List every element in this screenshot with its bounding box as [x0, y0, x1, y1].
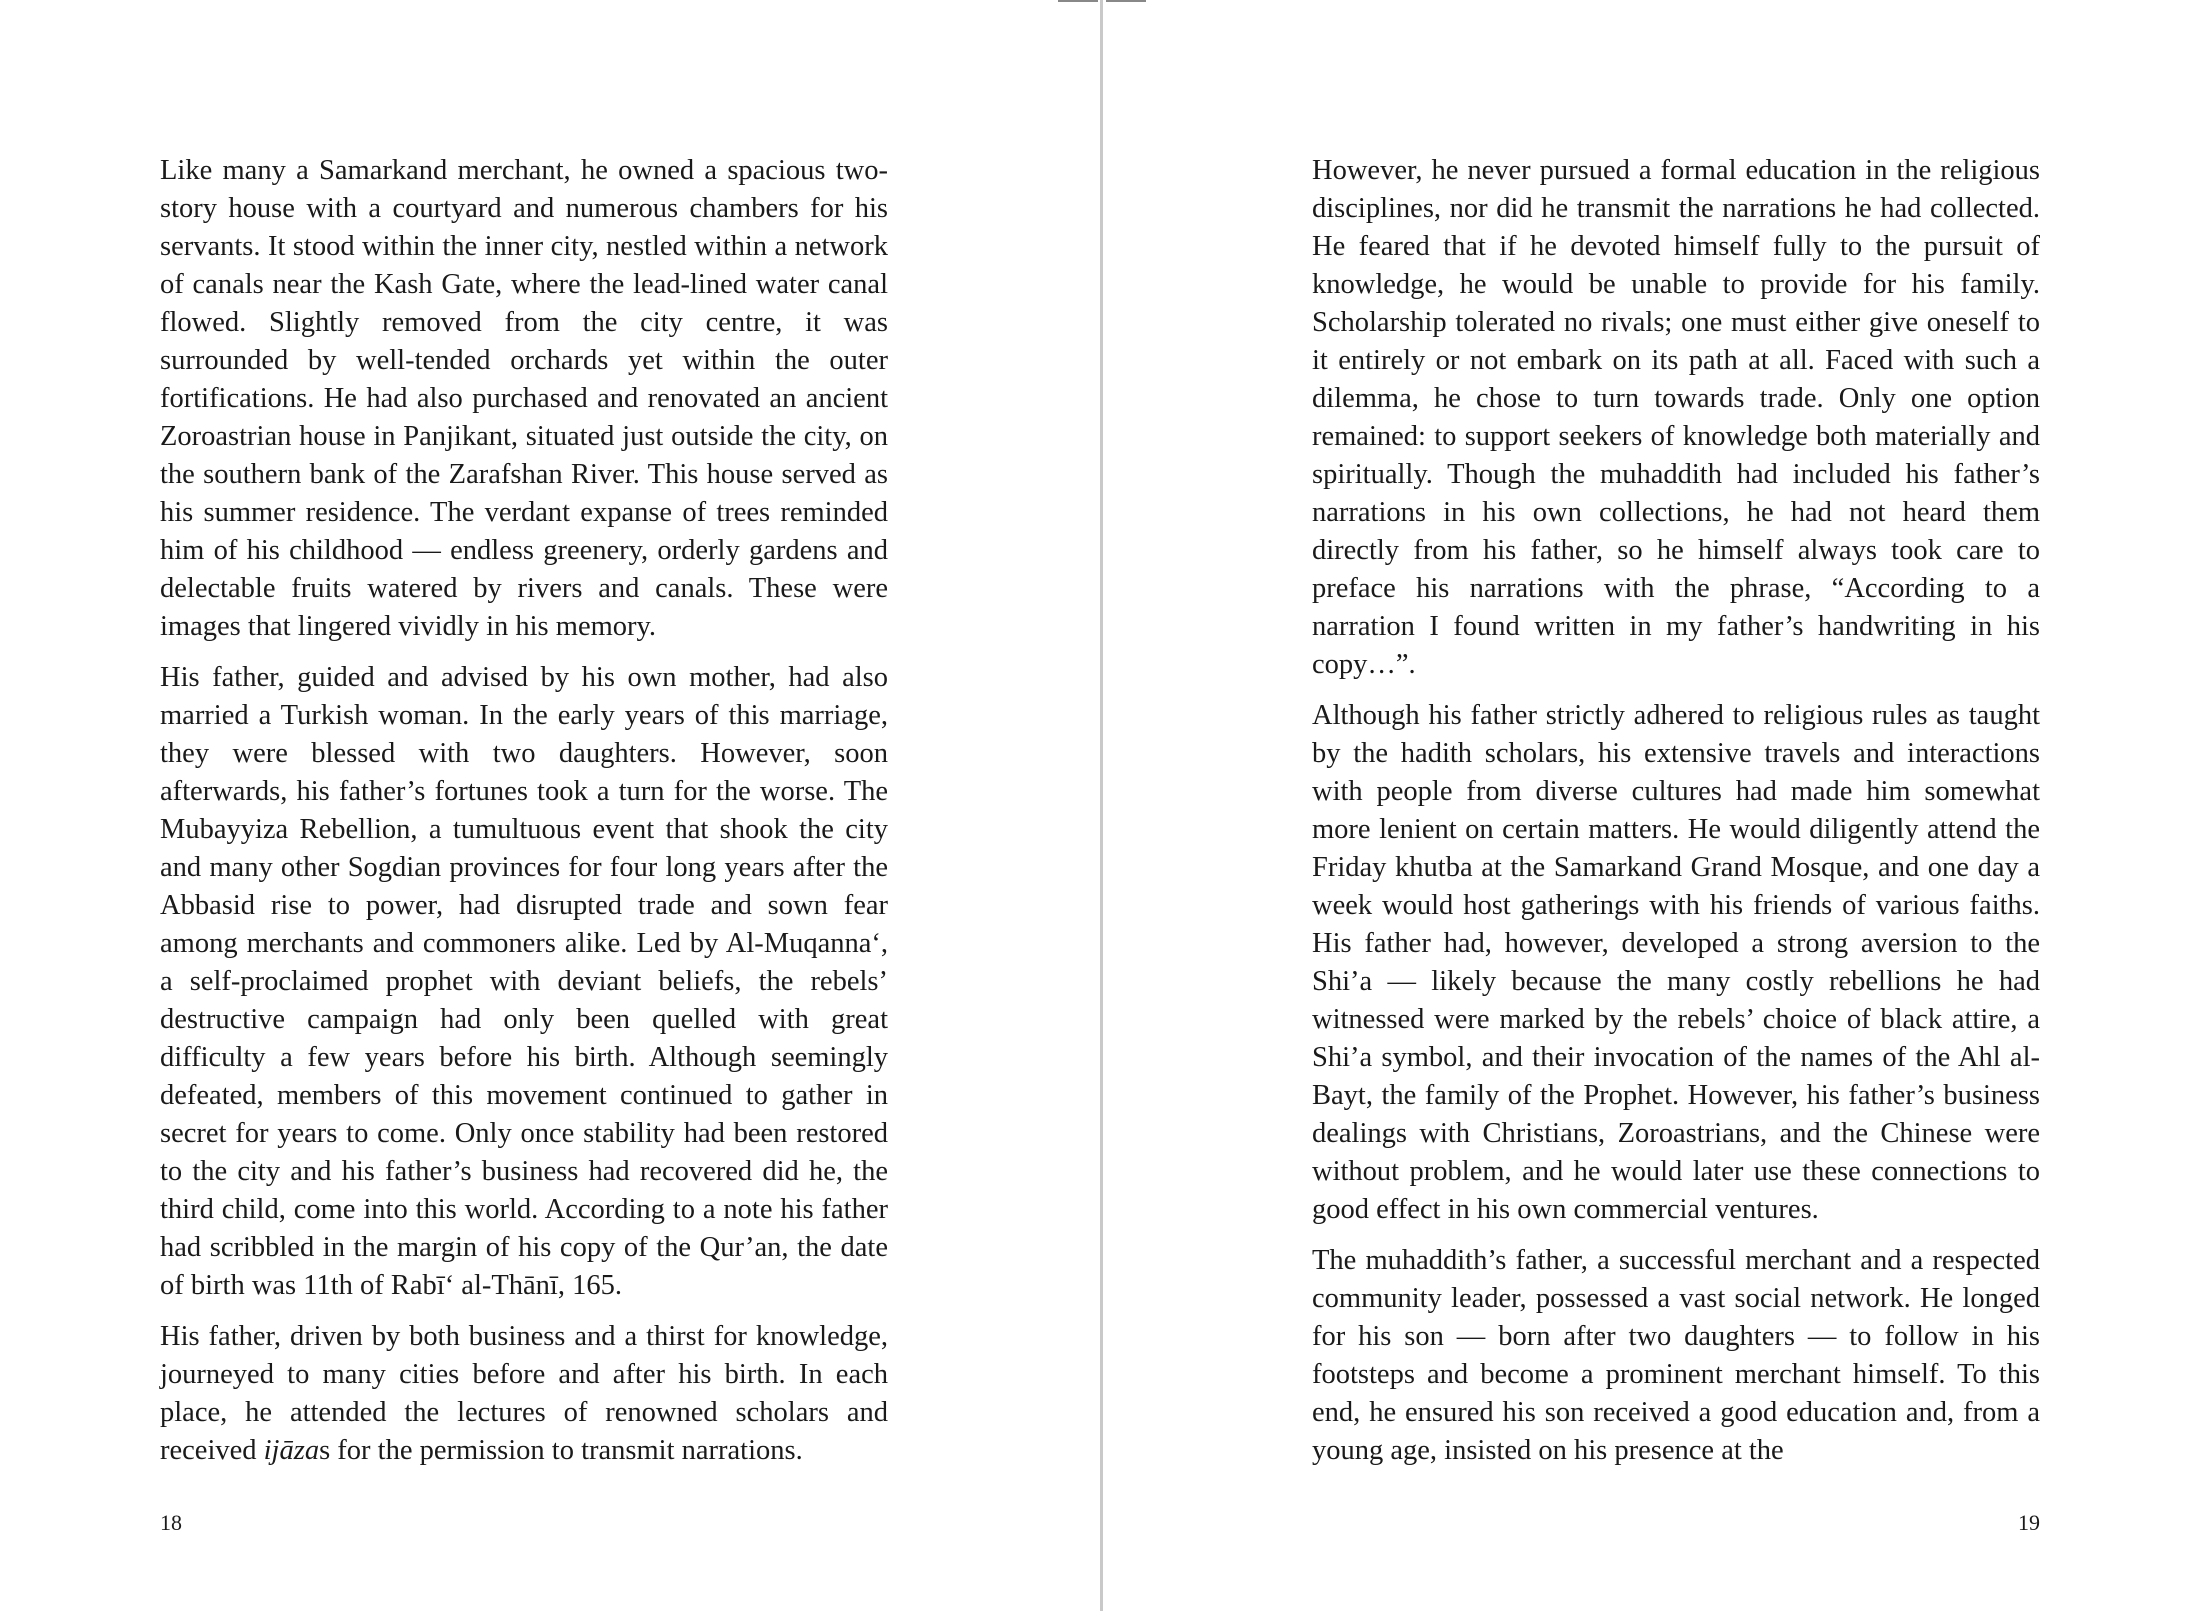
- crop-mark-left: [1058, 0, 1098, 2]
- paragraph: The muhaddith’s father, a successful merchant and a respected community leader, possessed a vast social network. He longed for his son — born after two daughters — to follow in his footsteps and become a prominent merchant himself. To this end, he ensured his son received a good education and, from a young age, insisted on his presence at the: [1312, 1245, 2040, 1466]
- paragraph: His father, guided and advised by his own mother, had also married a Turkish woman. In the early years of this marriage, they were blessed with two daughters. However, soon afterwards, his father’s fortunes took a turn for the worse. The Mubayyiza Rebellion, a tumultuous event that shook the city and many other Sogdian provinces for four long years after the Abbasid rise to power, had disrupted trade and sown fear among merchants and commoners alike. Led by Al-Muqanna‘, a self-proclaimed prophet with deviant beliefs, the rebels’ destructive campaign had only been quelled with great difficulty a few years before his birth. Although seemingly defeated, members of this movement continued to gather in secret for years to come. Only once stability had been restored to the city and his father’s business had recovered did he, the third child, come into this world. According to a note his father had scribbled in the margin of his copy of the Qur’an, the date of birth was 11th of Rabī‘ al-Thānī, 165.: [160, 662, 888, 1301]
- text-run: His father, driven by both business and a thirst for knowledge, journeyed to many cities before and after his birth. In each place, he attended the lectures of renowned scholars and received: [160, 1321, 888, 1466]
- left-page: [160, 152, 888, 1483]
- italic-term: ijāza: [263, 1435, 320, 1466]
- paragraph: Although his father strictly adhered to religious rules as taught by the hadith scholars, his extensive travels and interactions with people from diverse cultures had made him somewhat more lenient on certain matters. He would diligently attend the Friday khutba at the Samarkand Grand Mosque, and one day a week would host gatherings with his friends of various faiths. His father had, however, developed a strong aversion to the Shi’a — likely because the many costly rebellions he had witnessed were marked by the rebels’ choice of black attire, a Shi’a symbol, and their invocation of the names of the Ahl al-Bayt, the family of the Prophet. However, his father’s business dealings with Christians, Zoroastrians, and the Chinese were without problem, and he would later use these connections to good effect in his own commercial ventures.: [1312, 700, 2040, 1225]
- page-gutter: [1100, 0, 1103, 1611]
- crop-mark-right: [1106, 0, 1146, 2]
- paragraph: However, he never pursued a formal education in the religious disciplines, nor did he transmit the narrations he had collected. He feared that if he devoted himself fully to the pursuit of knowledge, he would be unable to provide for his family. Scholarship tolerated no rivals; one must either give oneself to it entirely or not embark on its path at all. Faced with such a dilemma, he chose to turn towards trade. Only one option remained: to support seekers of knowledge both materially and spiritually. Though the muhaddith had included his father’s narrations in his own collections, he had not heard them directly from his father, so he himself always took care to preface his narrations with the phrase, “According to a narration I found written in my father’s handwriting in his copy…”.: [1312, 155, 2040, 680]
- right-page: [1312, 152, 2040, 1483]
- text-run: s for the permission to transmit narrations.: [319, 1435, 803, 1466]
- paragraph: [160, 1318, 888, 1470]
- page-number-left: 18: [160, 1510, 182, 1535]
- page-number-right: 19: [2018, 1510, 2040, 1535]
- paragraph: Like many a Samarkand merchant, he owned a spacious two-story house with a courtyard and numerous chambers for his servants. It stood within the inner city, nestled within a network of canals near the Kash Gate, where the lead-lined water canal flowed. Slightly removed from the city centre, it was surrounded by well-tended orchards yet within the outer fortifications. He had also purchased and renovated an ancient Zoroastrian house in Panjikant, situated just outside the city, on the southern bank of the Zarafshan River. This house served as his summer residence. The verdant expanse of trees reminded him of his childhood — endless greenery, orderly gardens and delectable fruits watered by rivers and canals. These were images that lingered vividly in his memory.: [160, 155, 888, 642]
